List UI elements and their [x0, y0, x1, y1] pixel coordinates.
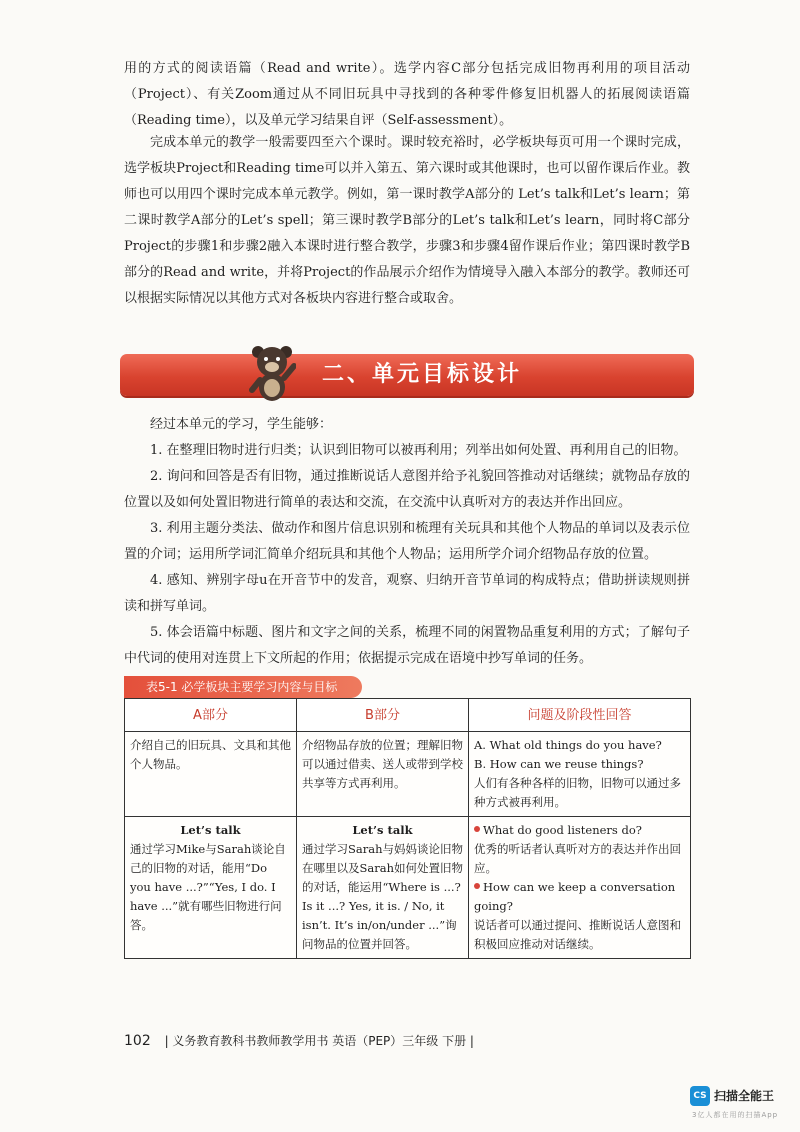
cell-text: 通过学习Sarah与妈妈谈论旧物在哪里以及Sarah如何处置旧物的对话，能运用“Where is ...? Is it ...? Yes, it is. / No, it isn’t. It’s in/on/under ...”询问物品的位置并回答。 [302, 842, 463, 951]
header-part-a: A部分 [125, 699, 297, 732]
goal-item: 4. 感知、辨别字母u在开音节中的发音，观察、归纳开音节单词的构成特点；借助拼读规则拼读和拼写单词。 [124, 573, 690, 614]
cell-a [125, 732, 297, 817]
cell-a [125, 817, 297, 959]
scanner-logo-icon: CS [690, 1086, 710, 1106]
table-header-row [125, 699, 691, 732]
cell-text: 通过学习Mike与Sarah谈论自己的旧物的对话，能用“Do you have ...?”“Yes, I do. I have ...”就有哪些旧物进行问答。 [130, 842, 286, 932]
page-footer [124, 1032, 474, 1049]
goals-lead: 经过本单元的学习，学生能够： [150, 417, 333, 432]
cell-c [469, 817, 691, 959]
table-row [125, 817, 691, 959]
question-text: What do good listeners do? [483, 823, 642, 837]
header-part-b: B部分 [297, 699, 469, 732]
intro-paragraph: 用的方式的阅读语篇（Read and write）。选学内容C部分包括完成旧物再利用的项目活动（Project）、有关Zoom通过从不同旧玩具中寻找到的各种零件修复旧机器人的拓展阅读语篇（Reading time），以及单元学习结果自评（Self-assessment）。 [124, 61, 690, 128]
question-text: A. What old things do you have? [474, 738, 662, 752]
bear-mascot-icon [248, 342, 296, 402]
section-subtitle: Let’s talk [352, 823, 413, 837]
question-text: How can we keep a conversation going? [474, 880, 676, 913]
goal-item: 1. 在整理旧物时进行归类；认识到旧物可以被再利用；列举出如何处置、再利用自己的旧物。 [150, 443, 687, 458]
scanner-app-name: 扫描全能王 [714, 1089, 775, 1103]
cell-b [297, 732, 469, 817]
question-text: B. How can we reuse things? [474, 757, 644, 771]
cell-text: 介绍自己的旧玩具、文具和其他个人物品。 [130, 738, 291, 771]
bullet-icon [474, 883, 480, 889]
table-caption: 表5-1 必学板块主要学习内容与目标 [124, 676, 362, 698]
page-number: 102 [124, 1033, 151, 1049]
goal-item: 3. 利用主题分类法、做动作和图片信息识别和梳理有关玩具和其他个人物品的单词以及表示位置的介词；运用所学词汇简单介绍玩具和其他个人物品；运用所学介词介绍物品存放的位置。 [124, 521, 690, 562]
table-row [125, 732, 691, 817]
header-questions: 问题及阶段性回答 [469, 699, 691, 732]
section-title: 二、单元目标设计 [322, 362, 523, 387]
bullet-icon [474, 826, 480, 832]
footer-book-title: | 义务教育教科书教师教学用书 英语（PEP）三年级 下册 | [164, 1034, 474, 1048]
answer-text: 优秀的听话者认真听对方的表达并作出回应。 [474, 842, 681, 875]
cell-text: 介绍物品存放的位置；理解旧物可以通过借卖、送人或带到学校共享等方式再利用。 [302, 738, 463, 790]
cell-c [469, 732, 691, 817]
goal-item: 5. 体会语篇中标题、图片和文字之间的关系，梳理不同的闲置物品重复利用的方式；了解句子中代词的使用对连贯上下文所起的作用；依据提示完成在语境中抄写单词的任务。 [124, 625, 690, 666]
scanner-tagline: 3亿人都在用的扫描App [692, 1111, 779, 1119]
learning-goals-table [124, 698, 691, 959]
scanner-watermark [690, 1084, 800, 1124]
unit-goals [124, 412, 690, 672]
answer-text: 说话者可以通过提问、推断说话人意图和积极回应推动对话继续。 [474, 918, 681, 951]
goal-item: 2. 询问和回答是否有旧物，通过推断说话人意图并给予礼貌回答推动对话继续；就物品存放的位置以及如何处置旧物进行简单的表达和交流，在交流中认真听对方的表达并作出回应。 [124, 469, 690, 510]
section-banner [120, 354, 694, 396]
answer-text: 人们有各种各样的旧物，旧物可以通过多种方式被再利用。 [474, 776, 681, 809]
section-subtitle: Let’s talk [180, 823, 241, 837]
lesson-plan-paragraph: 完成本单元的教学一般需要四至六个课时。课时较充裕时，必学板块每页可用一个课时完成，选学板块Project和Reading time可以并入第五、第六课时或其他课时，也可以留作课后作业。教师也可以用四个课时完成本单元教学。例如，第一课时教学A部分的 Let’s talk和Let’s learn；第二课时教学A部分的Let’s spell；第三课时教学B部分的Let’s talk和Let’s learn，同时将C部分Project的步骤1和步骤2融入本课时进行整合教学，步骤3和步骤4留作课后作业；第四课时教学B部分的Read and write，并将Project的作品展示介绍作为情境导入融入本部分的教学。教师还可以根据实际情况以其他方式对各板块内容进行整合或取舍。 [124, 135, 690, 306]
cell-b [297, 817, 469, 959]
